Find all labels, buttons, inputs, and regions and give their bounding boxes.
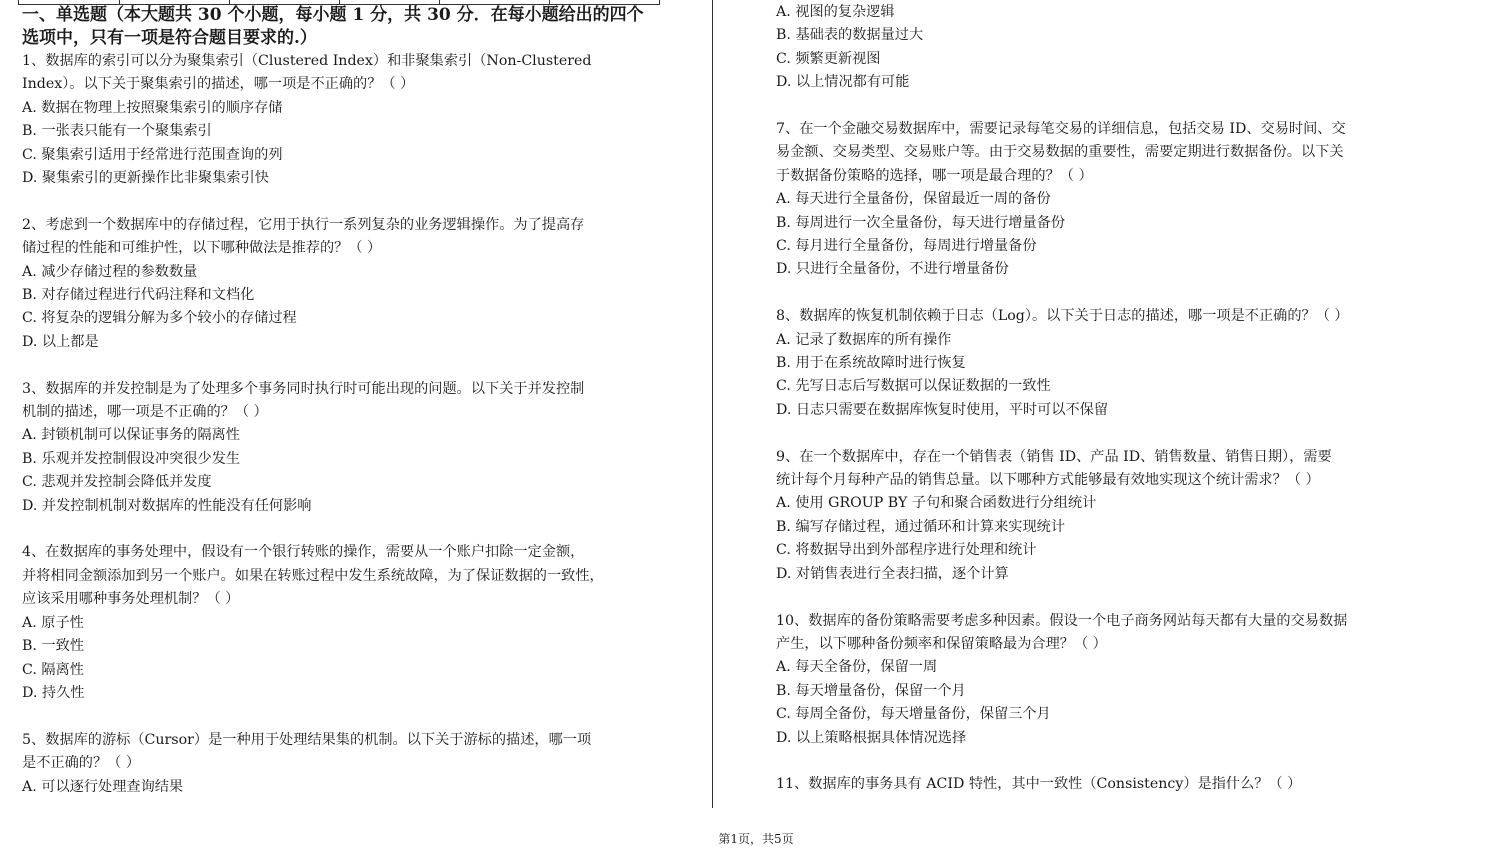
column-divider bbox=[712, 0, 713, 808]
question-gap bbox=[776, 422, 1416, 445]
question-line: 产生，以下哪种备份频率和保留策略最为合理？（ ） bbox=[776, 635, 1107, 652]
question-line: A. 减少存储过程的参数数量 bbox=[22, 263, 198, 280]
question-line: 并将相同金额添加到另一个账户。如果在转账过程中发生系统故障，为了保证数据的一致性， bbox=[22, 567, 604, 584]
question-line: A. 可以逐行处理查询结果 bbox=[22, 778, 184, 795]
question-line: 2、考虑到一个数据库中的存储过程，它用于执行一系列复杂的业务逻辑操作。为了提高存 bbox=[22, 216, 585, 233]
question-line: A. 封锁机制可以保证事务的隔离性 bbox=[22, 427, 240, 444]
question-line: D. 对销售表进行全表扫描，逐个计算 bbox=[776, 565, 1009, 582]
question-line: 易金额、交易类型、交易账户等。由于交易数据的重要性，需要定期进行数据备份。以下关 bbox=[776, 144, 1344, 161]
question-line: C. 每周全备份，每天增量备份，保留三个月 bbox=[776, 706, 1051, 723]
right-column bbox=[776, 1, 1416, 797]
question-line: A. 原子性 bbox=[22, 614, 84, 631]
question-line: A. 视图的复杂逻辑 bbox=[776, 4, 895, 20]
question-line: B. 乐观并发控制假设冲突很少发生 bbox=[22, 450, 241, 467]
question-gap bbox=[22, 518, 662, 541]
question-line: A. 使用 GROUP BY 子句和聚合函数进行分组统计 bbox=[776, 495, 1097, 512]
question-line: 9、在一个数据库中，存在一个销售表（销售 ID、产品 ID、销售数量、销售日期），需要 bbox=[776, 448, 1332, 465]
question-line: 1、数据库的索引可以分为聚集索引（Clustered Index）和非聚集索引（Non-Clustered bbox=[22, 53, 592, 69]
question-line: A. 记录了数据库的所有操作 bbox=[776, 331, 952, 348]
question-line: 10、数据库的备份策略需要考虑多种因素。假设一个电子商务网站每天都有大量的交易数据 bbox=[776, 612, 1348, 629]
question-block bbox=[22, 50, 662, 190]
question-line: A. 每天进行全量备份，保留最近一周的备份 bbox=[776, 191, 1051, 208]
question-line: 应该采用哪种事务处理机制？（ ） bbox=[22, 591, 240, 608]
question-line: B. 用于在系统故障时进行恢复 bbox=[776, 355, 966, 372]
question-line: C. 先写日志后写数据可以保证数据的一致性 bbox=[776, 378, 1051, 395]
question-block bbox=[776, 118, 1416, 282]
question-block bbox=[22, 541, 662, 705]
question-line: B. 每周进行一次全量备份，每天进行增量备份 bbox=[776, 214, 1066, 231]
question-line: D. 持久性 bbox=[22, 684, 85, 701]
section-heading: 一、单选题（本大题共 30 个小题，每小题 1 分，共 30 分．在每小题给出的四个 选项中，只有一项是符合题目要求的.） bbox=[22, 5, 644, 48]
question-line: 于数据备份策略的选择，哪一项是最合理的？（ ） bbox=[776, 167, 1093, 184]
question-block bbox=[776, 305, 1416, 422]
question-line: B. 一张表只能有一个聚集索引 bbox=[22, 123, 212, 140]
left-questions bbox=[22, 50, 662, 799]
question-line: A. 数据在物理上按照聚集索引的顺序存储 bbox=[22, 99, 283, 116]
question-line: C. 将数据导出到外部程序进行处理和统计 bbox=[776, 542, 1037, 559]
question-gap bbox=[22, 705, 662, 728]
question-line: D. 以上情况都有可能 bbox=[776, 74, 910, 91]
question-gap bbox=[22, 354, 662, 377]
question-line: C. 将复杂的逻辑分解为多个较小的存储过程 bbox=[22, 310, 297, 327]
question-line: C. 每月进行全量备份，每周进行增量备份 bbox=[776, 238, 1037, 255]
question-line: B. 每天增量备份，保留一个月 bbox=[776, 682, 966, 699]
question-block bbox=[22, 729, 662, 799]
question-line: B. 编写存储过程，通过循环和计算来实现统计 bbox=[776, 518, 1066, 535]
question-line: B. 基础表的数据量过大 bbox=[776, 27, 924, 44]
question-line: Index）。以下关于聚集索引的描述，哪一项是不正确的？（ ） bbox=[22, 76, 415, 93]
question-line: D. 以上策略根据具体情况选择 bbox=[776, 729, 967, 746]
question-block bbox=[776, 773, 1416, 796]
question-line: B. 一致性 bbox=[22, 638, 85, 655]
question-line: 7、在一个金融交易数据库中，需要记录每笔交易的详细信息，包括交易 ID、交易时间、交 bbox=[776, 121, 1346, 138]
question-block bbox=[22, 378, 662, 518]
question-line: D. 并发控制机制对数据库的性能没有任何影响 bbox=[22, 497, 312, 514]
question-line: C. 悲观并发控制会降低并发度 bbox=[22, 474, 212, 491]
question-line: D. 以上都是 bbox=[22, 333, 99, 350]
question-line: A. 每天全备份，保留一周 bbox=[776, 659, 938, 676]
question-line: 8、数据库的恢复机制依赖于日志（Log）。以下关于日志的描述，哪一项是不正确的？（ ） bbox=[776, 308, 1349, 325]
question-line: 4、在数据库的事务处理中，假设有一个银行转账的操作，需要从一个账户扣除一定金额， bbox=[22, 544, 585, 561]
question-line: 5、数据库的游标（Cursor）是一种用于处理结果集的机制。以下关于游标的描述，哪一项 bbox=[22, 731, 592, 748]
question-block bbox=[776, 610, 1416, 750]
right-questions bbox=[776, 1, 1416, 797]
question-block bbox=[776, 446, 1416, 586]
question-block bbox=[776, 1, 1416, 95]
question-line: D. 日志只需要在数据库恢复时使用，平时可以不保留 bbox=[776, 401, 1109, 418]
question-gap bbox=[776, 586, 1416, 609]
question-line: D. 只进行全量备份，不进行增量备份 bbox=[776, 261, 1009, 278]
question-line: 储过程的性能和可维护性，以下哪种做法是推荐的？（ ） bbox=[22, 240, 382, 257]
question-line: D. 聚集索引的更新操作比非聚集索引快 bbox=[22, 170, 269, 187]
question-line: C. 频繁更新视图 bbox=[776, 50, 881, 67]
question-line: 是不正确的？（ ） bbox=[22, 755, 141, 772]
question-line: 11、数据库的事务具有 ACID 特性，其中一致性（Consistency）是指什么？（ ） bbox=[776, 776, 1302, 793]
left-column bbox=[22, 0, 662, 799]
question-gap bbox=[776, 95, 1416, 118]
question-gap bbox=[22, 190, 662, 213]
question-line: 3、数据库的并发控制是为了处理多个事务同时执行时可能出现的问题。以下关于并发控制 bbox=[22, 380, 585, 397]
question-gap bbox=[776, 282, 1416, 305]
question-line: 统计每个月每种产品的销售总量。以下哪种方式能够最有效地实现这个统计需求？（ ） bbox=[776, 472, 1320, 489]
question-line: 机制的描述，哪一项是不正确的？（ ） bbox=[22, 404, 268, 421]
question-line: B. 对存储过程进行代码注释和文档化 bbox=[22, 287, 255, 304]
question-line: C. 隔离性 bbox=[22, 661, 84, 678]
question-block bbox=[22, 214, 662, 354]
question-gap bbox=[776, 750, 1416, 773]
question-line: C. 聚集索引适用于经常进行范围查询的列 bbox=[22, 146, 283, 163]
page-footer: 第1页，共5页 bbox=[718, 832, 794, 846]
